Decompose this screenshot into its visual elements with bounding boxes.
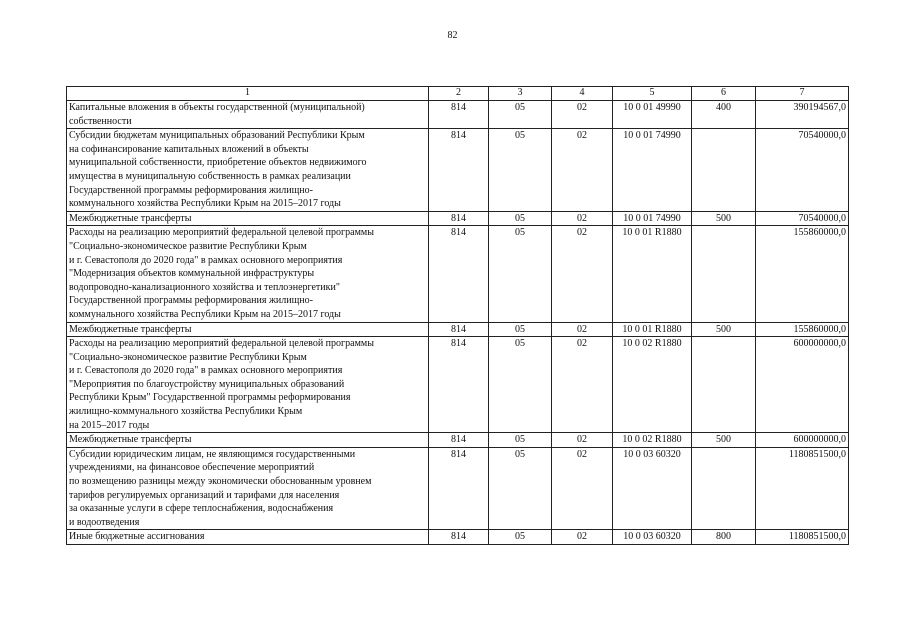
row-description: Иные бюджетные ассигнования bbox=[67, 530, 429, 545]
header-row bbox=[67, 87, 849, 101]
row-description: Расходы на реализацию мероприятий федеральной целевой программы "Социально-экономическое развитие Республики Крым и г. Севастополя до 2020 года" в рамках основного мероприятия "Мероприятия по благоустройству муниципальных образований Республики Крым" Государственной программы реформирования жилищно-коммунального хозяйства Республики Крым на 2015–2017 годы bbox=[67, 337, 429, 433]
row-expense-type: 500 bbox=[692, 322, 756, 337]
row-section-code: 05 bbox=[489, 129, 552, 212]
row-grbs-code: 814 bbox=[429, 211, 489, 226]
row-subsection-code: 02 bbox=[552, 322, 613, 337]
table-body bbox=[67, 101, 849, 545]
row-amount: 1180851500,0 bbox=[756, 530, 849, 545]
row-subsection-code: 02 bbox=[552, 129, 613, 212]
table-header bbox=[67, 87, 849, 101]
row-section-code: 05 bbox=[489, 226, 552, 322]
page-number: 82 bbox=[447, 30, 458, 41]
row-grbs-code: 814 bbox=[429, 447, 489, 530]
header-col-6: 6 bbox=[692, 87, 756, 101]
row-description: Межбюджетные трансферты bbox=[67, 322, 429, 337]
row-target-article: 10 0 03 60320 bbox=[613, 530, 692, 545]
row-target-article: 10 0 01 74990 bbox=[613, 211, 692, 226]
row-amount: 600000000,0 bbox=[756, 337, 849, 433]
header-col-3: 3 bbox=[489, 87, 552, 101]
row-amount: 155860000,0 bbox=[756, 226, 849, 322]
header-col-7: 7 bbox=[756, 87, 849, 101]
row-subsection-code: 02 bbox=[552, 447, 613, 530]
table-row bbox=[67, 101, 849, 129]
row-amount: 600000000,0 bbox=[756, 433, 849, 448]
table-row bbox=[67, 447, 849, 530]
row-amount: 70540000,0 bbox=[756, 211, 849, 226]
row-expense-type: 800 bbox=[692, 530, 756, 545]
row-expense-type: 500 bbox=[692, 433, 756, 448]
row-section-code: 05 bbox=[489, 530, 552, 545]
row-grbs-code: 814 bbox=[429, 129, 489, 212]
row-expense-type: 400 bbox=[692, 101, 756, 129]
table-row bbox=[67, 433, 849, 448]
row-expense-type bbox=[692, 447, 756, 530]
row-target-article: 10 0 03 60320 bbox=[613, 447, 692, 530]
table-row bbox=[67, 530, 849, 545]
row-subsection-code: 02 bbox=[552, 433, 613, 448]
row-expense-type bbox=[692, 129, 756, 212]
row-section-code: 05 bbox=[489, 433, 552, 448]
table-row bbox=[67, 337, 849, 433]
row-section-code: 05 bbox=[489, 211, 552, 226]
header-col-2: 2 bbox=[429, 87, 489, 101]
row-grbs-code: 814 bbox=[429, 530, 489, 545]
row-target-article: 10 0 01 74990 bbox=[613, 129, 692, 212]
row-section-code: 05 bbox=[489, 337, 552, 433]
row-amount: 70540000,0 bbox=[756, 129, 849, 212]
row-description: Межбюджетные трансферты bbox=[67, 211, 429, 226]
header-col-5: 5 bbox=[613, 87, 692, 101]
row-description: Капитальные вложения в объекты государственной (муниципальной) собственности bbox=[67, 101, 429, 129]
table-row bbox=[67, 226, 849, 322]
row-target-article: 10 0 01 R1880 bbox=[613, 322, 692, 337]
row-grbs-code: 814 bbox=[429, 337, 489, 433]
row-section-code: 05 bbox=[489, 101, 552, 129]
row-subsection-code: 02 bbox=[552, 337, 613, 433]
row-target-article: 10 0 01 R1880 bbox=[613, 226, 692, 322]
row-grbs-code: 814 bbox=[429, 322, 489, 337]
row-target-article: 10 0 02 R1880 bbox=[613, 337, 692, 433]
budget-table-container bbox=[66, 86, 848, 545]
row-description: Субсидии юридическим лицам, не являющимся государственными учреждениями, на финансовое обеспечение мероприятий по возмещению разницы между экономически обоснованным уровнем тарифов регулируемых организаций и тарифами для населения за оказанные услуги в сфере теплоснабжения, водоснабжения и водоотведения bbox=[67, 447, 429, 530]
header-col-1: 1 bbox=[67, 87, 429, 101]
table-row bbox=[67, 211, 849, 226]
row-subsection-code: 02 bbox=[552, 530, 613, 545]
row-target-article: 10 0 02 R1880 bbox=[613, 433, 692, 448]
row-grbs-code: 814 bbox=[429, 226, 489, 322]
row-expense-type bbox=[692, 337, 756, 433]
table-row bbox=[67, 129, 849, 212]
budget-table bbox=[66, 86, 849, 545]
row-target-article: 10 0 01 49990 bbox=[613, 101, 692, 129]
row-amount: 1180851500,0 bbox=[756, 447, 849, 530]
row-grbs-code: 814 bbox=[429, 433, 489, 448]
row-amount: 390194567,0 bbox=[756, 101, 849, 129]
row-expense-type: 500 bbox=[692, 211, 756, 226]
row-section-code: 05 bbox=[489, 322, 552, 337]
row-subsection-code: 02 bbox=[552, 226, 613, 322]
table-row bbox=[67, 322, 849, 337]
row-description: Межбюджетные трансферты bbox=[67, 433, 429, 448]
row-description: Расходы на реализацию мероприятий федеральной целевой программы "Социально-экономическое развитие Республики Крым и г. Севастополя до 2020 года" в рамках основного мероприятия "Модернизация объектов коммунальной инфраструктуры водопроводно-канализационного хозяйства и теплоэнергетики" Государственной программы реформирования жилищно- коммунального хозяйства Республики Крым на 2015–2017 годы bbox=[67, 226, 429, 322]
row-description: Субсидии бюджетам муниципальных образований Республики Крым на софинансирование капитальных вложений в объекты муниципальной собственности, приобретение объектов недвижимого имущества в муниципальную собственность в рамках реализации Государственной программы реформирования жилищно- коммунального хозяйства Республики Крым на 2015–2017 годы bbox=[67, 129, 429, 212]
row-expense-type bbox=[692, 226, 756, 322]
row-subsection-code: 02 bbox=[552, 211, 613, 226]
row-grbs-code: 814 bbox=[429, 101, 489, 129]
row-section-code: 05 bbox=[489, 447, 552, 530]
row-amount: 155860000,0 bbox=[756, 322, 849, 337]
row-subsection-code: 02 bbox=[552, 101, 613, 129]
header-col-4: 4 bbox=[552, 87, 613, 101]
